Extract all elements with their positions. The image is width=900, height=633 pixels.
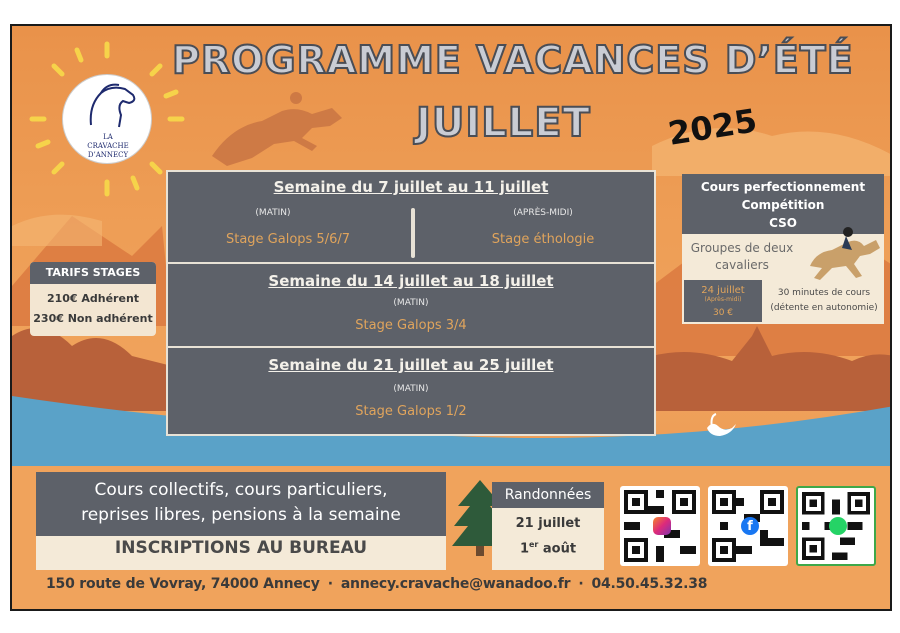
week-1-right-course: Stage éthologie [491, 232, 595, 247]
services-line-1: Cours collectifs, cours particuliers, [94, 480, 388, 500]
month-title: JUILLET [416, 100, 591, 146]
week-1-left-course: Stage Galops 5/6/7 [225, 232, 351, 247]
services-line-2: reprises libres, pensions à la semaine [81, 505, 401, 525]
perf-date-sub: (Après-midi) [704, 296, 742, 303]
week-3-title: Semaine du 21 juillet au 25 juillet [268, 356, 554, 374]
week-1-right-period: (APRÈS-MIDI) [513, 208, 573, 218]
randonnee-date-2-sup: er [528, 540, 539, 549]
perf-line-1: Cours perfectionnement [700, 180, 866, 194]
inscriptions-label: INSCRIPTIONS AU BUREAU [114, 538, 368, 558]
year-label: 2025 [665, 101, 760, 153]
weeks-schedule [166, 170, 656, 436]
facebook-icon: f [741, 517, 759, 535]
qr-code-facebook[interactable] [708, 486, 788, 566]
perfectionnement-box [682, 174, 884, 324]
week-1-title: Semaine du 7 juillet au 11 juillet [273, 178, 549, 196]
footer-phone[interactable]: 04.50.45.32.38 [591, 576, 708, 592]
perf-price: 30 € [712, 308, 734, 318]
footer-separator: · [578, 576, 584, 592]
logo-line-3: D’ANNECY [87, 151, 129, 159]
week-1-left-period: (MATIN) [255, 208, 291, 218]
randonnees-box [492, 482, 604, 570]
perf-groups: Groupes de deux cavaliers [690, 241, 794, 272]
logo-line-2: CRAVACHE [87, 142, 129, 150]
randonnee-date-1: 21 juillet [515, 516, 581, 531]
perf-date: 24 juillet [701, 285, 745, 296]
tarifs-box [30, 262, 156, 336]
poster [10, 24, 892, 611]
footer-address: 150 route de Vovray, 74000 Annecy [46, 576, 320, 592]
week-3-period: (MATIN) [393, 384, 429, 394]
logo-line-1: LA [103, 133, 113, 141]
page-title: PROGRAMME VACANCES D’ÉTÉ [172, 38, 854, 82]
services-text [36, 472, 446, 536]
randonnee-date-2-month: août [538, 541, 577, 557]
week-2-title: Semaine du 14 juillet au 18 juillet [268, 272, 554, 290]
instagram-icon [653, 517, 671, 535]
tarifs-heading: TARIFS STAGES [30, 262, 156, 284]
whatsapp-icon [829, 517, 847, 535]
tarif-non-member: 230€ Non adhérent [33, 312, 153, 325]
perf-note: 30 minutes de cours (détente en autonomie) [770, 288, 878, 313]
qr-code-instagram[interactable] [620, 486, 700, 566]
footer-email[interactable]: annecy.cravache@wanadoo.fr [340, 576, 571, 592]
qr-code-whatsapp[interactable] [796, 486, 876, 566]
perf-line-2: Compétition [741, 198, 825, 212]
week-3 [168, 348, 654, 434]
week-3-course: Stage Galops 1/2 [355, 404, 467, 419]
randonnee-date-2-day: 1 [519, 541, 529, 557]
services-box [36, 472, 446, 570]
footer-contact [12, 576, 890, 592]
week-2-period: (MATIN) [393, 298, 429, 308]
perf-line-3: CSO [769, 216, 797, 230]
tarif-member: 210€ Adhérent [46, 292, 140, 305]
randonnees-heading: Randonnées [492, 482, 604, 508]
randonnee-date-2 [492, 540, 604, 556]
week-2-course: Stage Galops 3/4 [355, 318, 467, 333]
week-1 [168, 172, 654, 264]
perf-date-box [684, 280, 762, 322]
footer-separator: · [327, 576, 333, 592]
week-1-divider [411, 208, 415, 258]
jumping-horse-rider-image [802, 224, 882, 284]
week-2 [168, 264, 654, 348]
